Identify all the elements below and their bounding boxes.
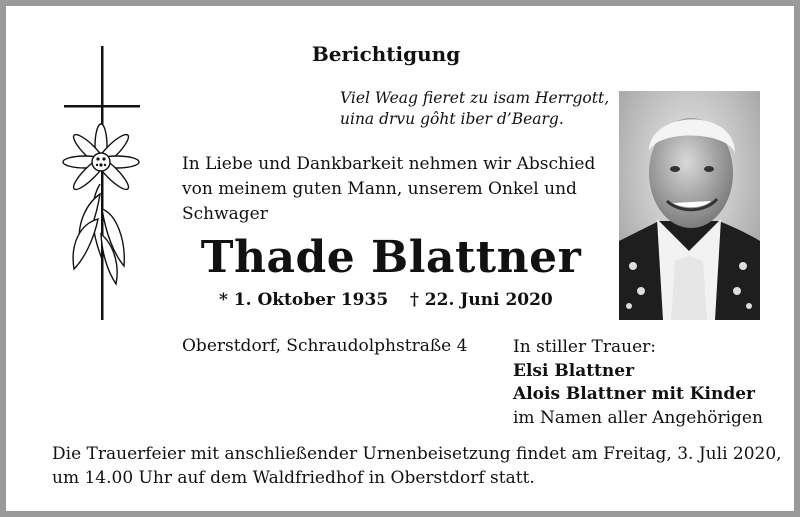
mourner-name: Elsi Blattner bbox=[513, 360, 635, 381]
mourners-others: im Namen aller Angehörigen bbox=[513, 407, 763, 428]
farewell-line: Schwager bbox=[182, 204, 268, 224]
quote-line: Viel Weag fieret zu isam Herrgott, bbox=[340, 89, 610, 107]
farewell-line: von meinem guten Mann, unserem Onkel und bbox=[182, 179, 577, 199]
farewell-text bbox=[182, 152, 602, 227]
portrait-image bbox=[619, 91, 760, 320]
ceremony-line: Die Trauerfeier mit anschließender Urnenbeisetzung findet am Freitag, 3. Juli 2020, bbox=[52, 444, 782, 464]
address: Oberstdorf, Schraudolphstraße 4 bbox=[182, 336, 468, 356]
ceremony-line: um 14.00 Uhr auf dem Waldfriedhof in Oberstdorf statt. bbox=[52, 468, 535, 488]
deceased-name: Thade Blattner bbox=[200, 232, 582, 283]
portrait-photo bbox=[619, 91, 760, 320]
mourners-header: In stiller Trauer: bbox=[513, 337, 656, 357]
notice-heading: Berichtigung bbox=[311, 42, 461, 66]
cross-with-edelweiss-icon bbox=[58, 44, 148, 324]
birth-date: * 1. Oktober 1935 bbox=[219, 290, 389, 310]
mourner-name: Alois Blattner mit Kinder bbox=[513, 384, 756, 404]
quote-line: uina drvu gôht iber d’Bearg. bbox=[340, 110, 564, 128]
dialect-quote bbox=[340, 88, 609, 130]
death-date: † 22. Juni 2020 bbox=[410, 290, 553, 310]
mourners-list bbox=[513, 336, 763, 430]
ceremony-details bbox=[52, 442, 782, 490]
farewell-line: In Liebe und Dankbarkeit nehmen wir Abschied bbox=[182, 154, 596, 174]
